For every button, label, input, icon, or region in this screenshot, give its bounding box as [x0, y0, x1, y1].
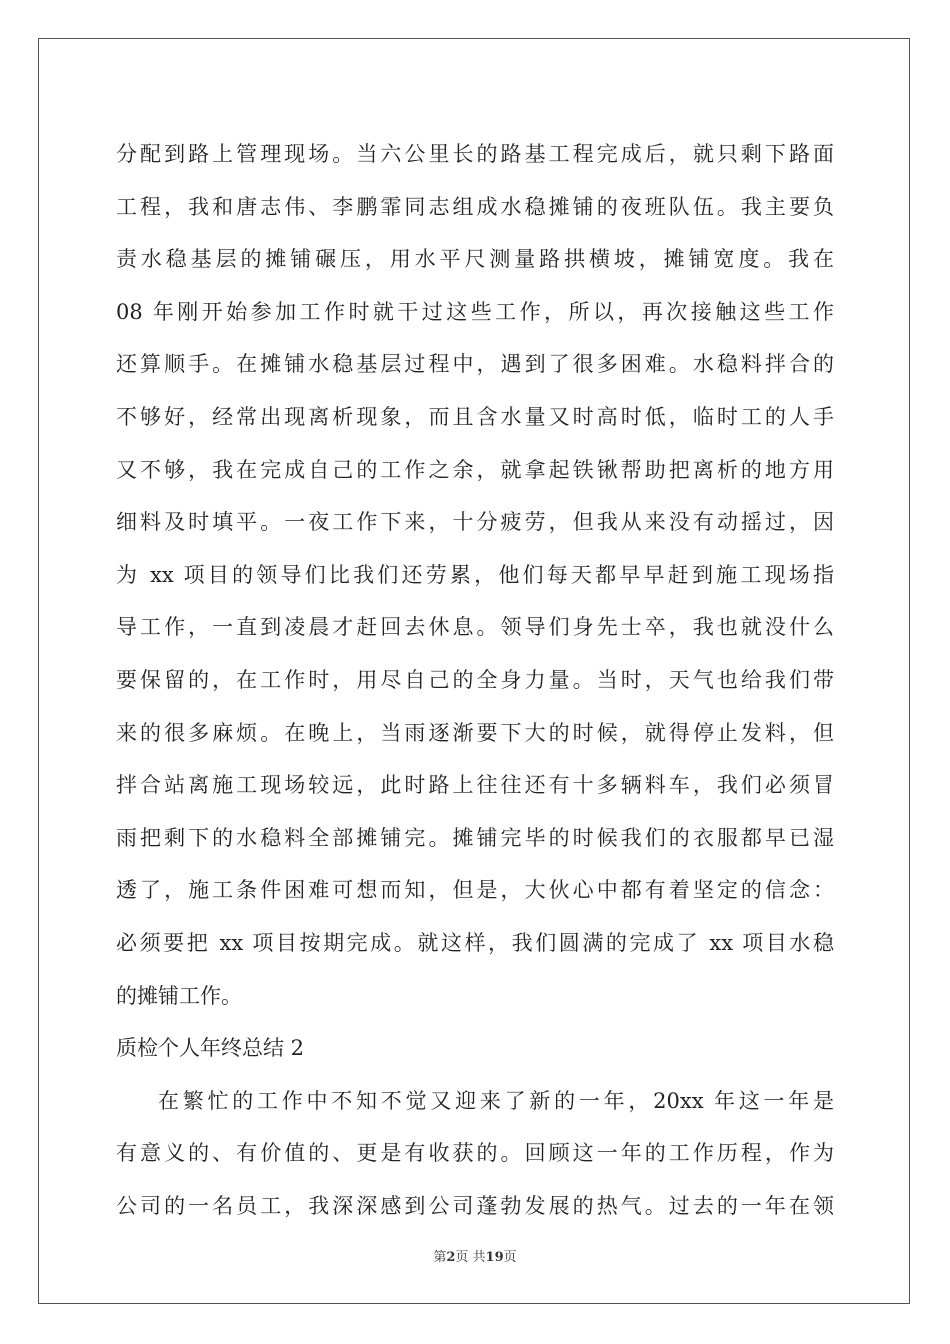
text-line: 分配到路上管理现场。当六公里长的路基工程完成后，就只剩下路面 [116, 142, 834, 166]
current-page-number: 2 [446, 1250, 456, 1265]
footer-suffix: 页 [503, 1250, 517, 1265]
text-line: 又不够，我在完成自己的工作之余，就拿起铁锹帮助把离析的地方用 [116, 457, 834, 482]
footer-mid: 页 共 [455, 1250, 486, 1265]
text-line: 责水稳基层的摊铺碾压，用水平尺测量路拱横坡，摊铺宽度。我在 [116, 247, 834, 272]
text-line: 还算顺手。在摊铺水稳基层过程中，遇到了很多困难。水稳料拌合的 [116, 352, 834, 377]
document-body [116, 128, 834, 1232]
text-line: 08 年刚开始参加工作时就干过这些工作，所以，再次接触这些工作 [116, 299, 834, 324]
text-line: 的摊铺工作。 [116, 983, 242, 1008]
text-line: 导工作，一直到凌晨才赶回去休息。领导们身先士卒，我也就没什么 [116, 615, 834, 640]
text-line: 工程，我和唐志伟、李鹏霏同志组成水稳摊铺的夜班队伍。我主要负 [116, 194, 834, 219]
total-pages: 19 [485, 1250, 504, 1265]
text-line: 细料及时填平。一夜工作下来，十分疲劳，但我从来没有动摇过，因 [116, 510, 834, 535]
text-line: 拌合站离施工现场较远，此时路上往往还有十多辆料车，我们必须冒 [116, 773, 834, 798]
text-line: 雨把剩下的水稳料全部摊铺完。摊铺完毕的时候我们的衣服都早已湿 [116, 825, 834, 850]
text-line: 必须要把 xx 项目按期完成。就这样，我们圆满的完成了 xx 项目水稳 [116, 930, 834, 955]
text-line: 来的很多麻烦。在晚上，当雨逐渐要下大的时候，就得停止发料，但 [116, 720, 834, 745]
section-heading: 质检个人年终总结 2 [116, 1036, 305, 1061]
text-line: 不够好，经常出现离析现象，而且含水量又时高时低，临时工的人手 [116, 404, 834, 429]
text-line: 要保留的，在工作时，用尽自己的全身力量。当时，天气也给我们带 [116, 667, 834, 692]
footer-prefix: 第 [433, 1250, 447, 1265]
paragraph-first-line: 在繁忙的工作中不知不觉又迎来了新的一年，20xx 年这一年是 [158, 1088, 834, 1113]
text-line: 为 xx 项目的领导们比我们还劳累，他们每天都早早赶到施工现场指 [116, 562, 834, 587]
text-line: 有意义的、有价值的、更是有收获的。回顾这一年的工作历程，作为 [116, 1141, 834, 1166]
page-footer [0, 1246, 950, 1265]
text-line: 公司的一名员工，我深深感到公司蓬勃发展的热气。过去的一年在领 [116, 1193, 834, 1218]
text-line: 透了，施工条件困难可想而知，但是，大伙心中都有着坚定的信念： [116, 878, 834, 903]
